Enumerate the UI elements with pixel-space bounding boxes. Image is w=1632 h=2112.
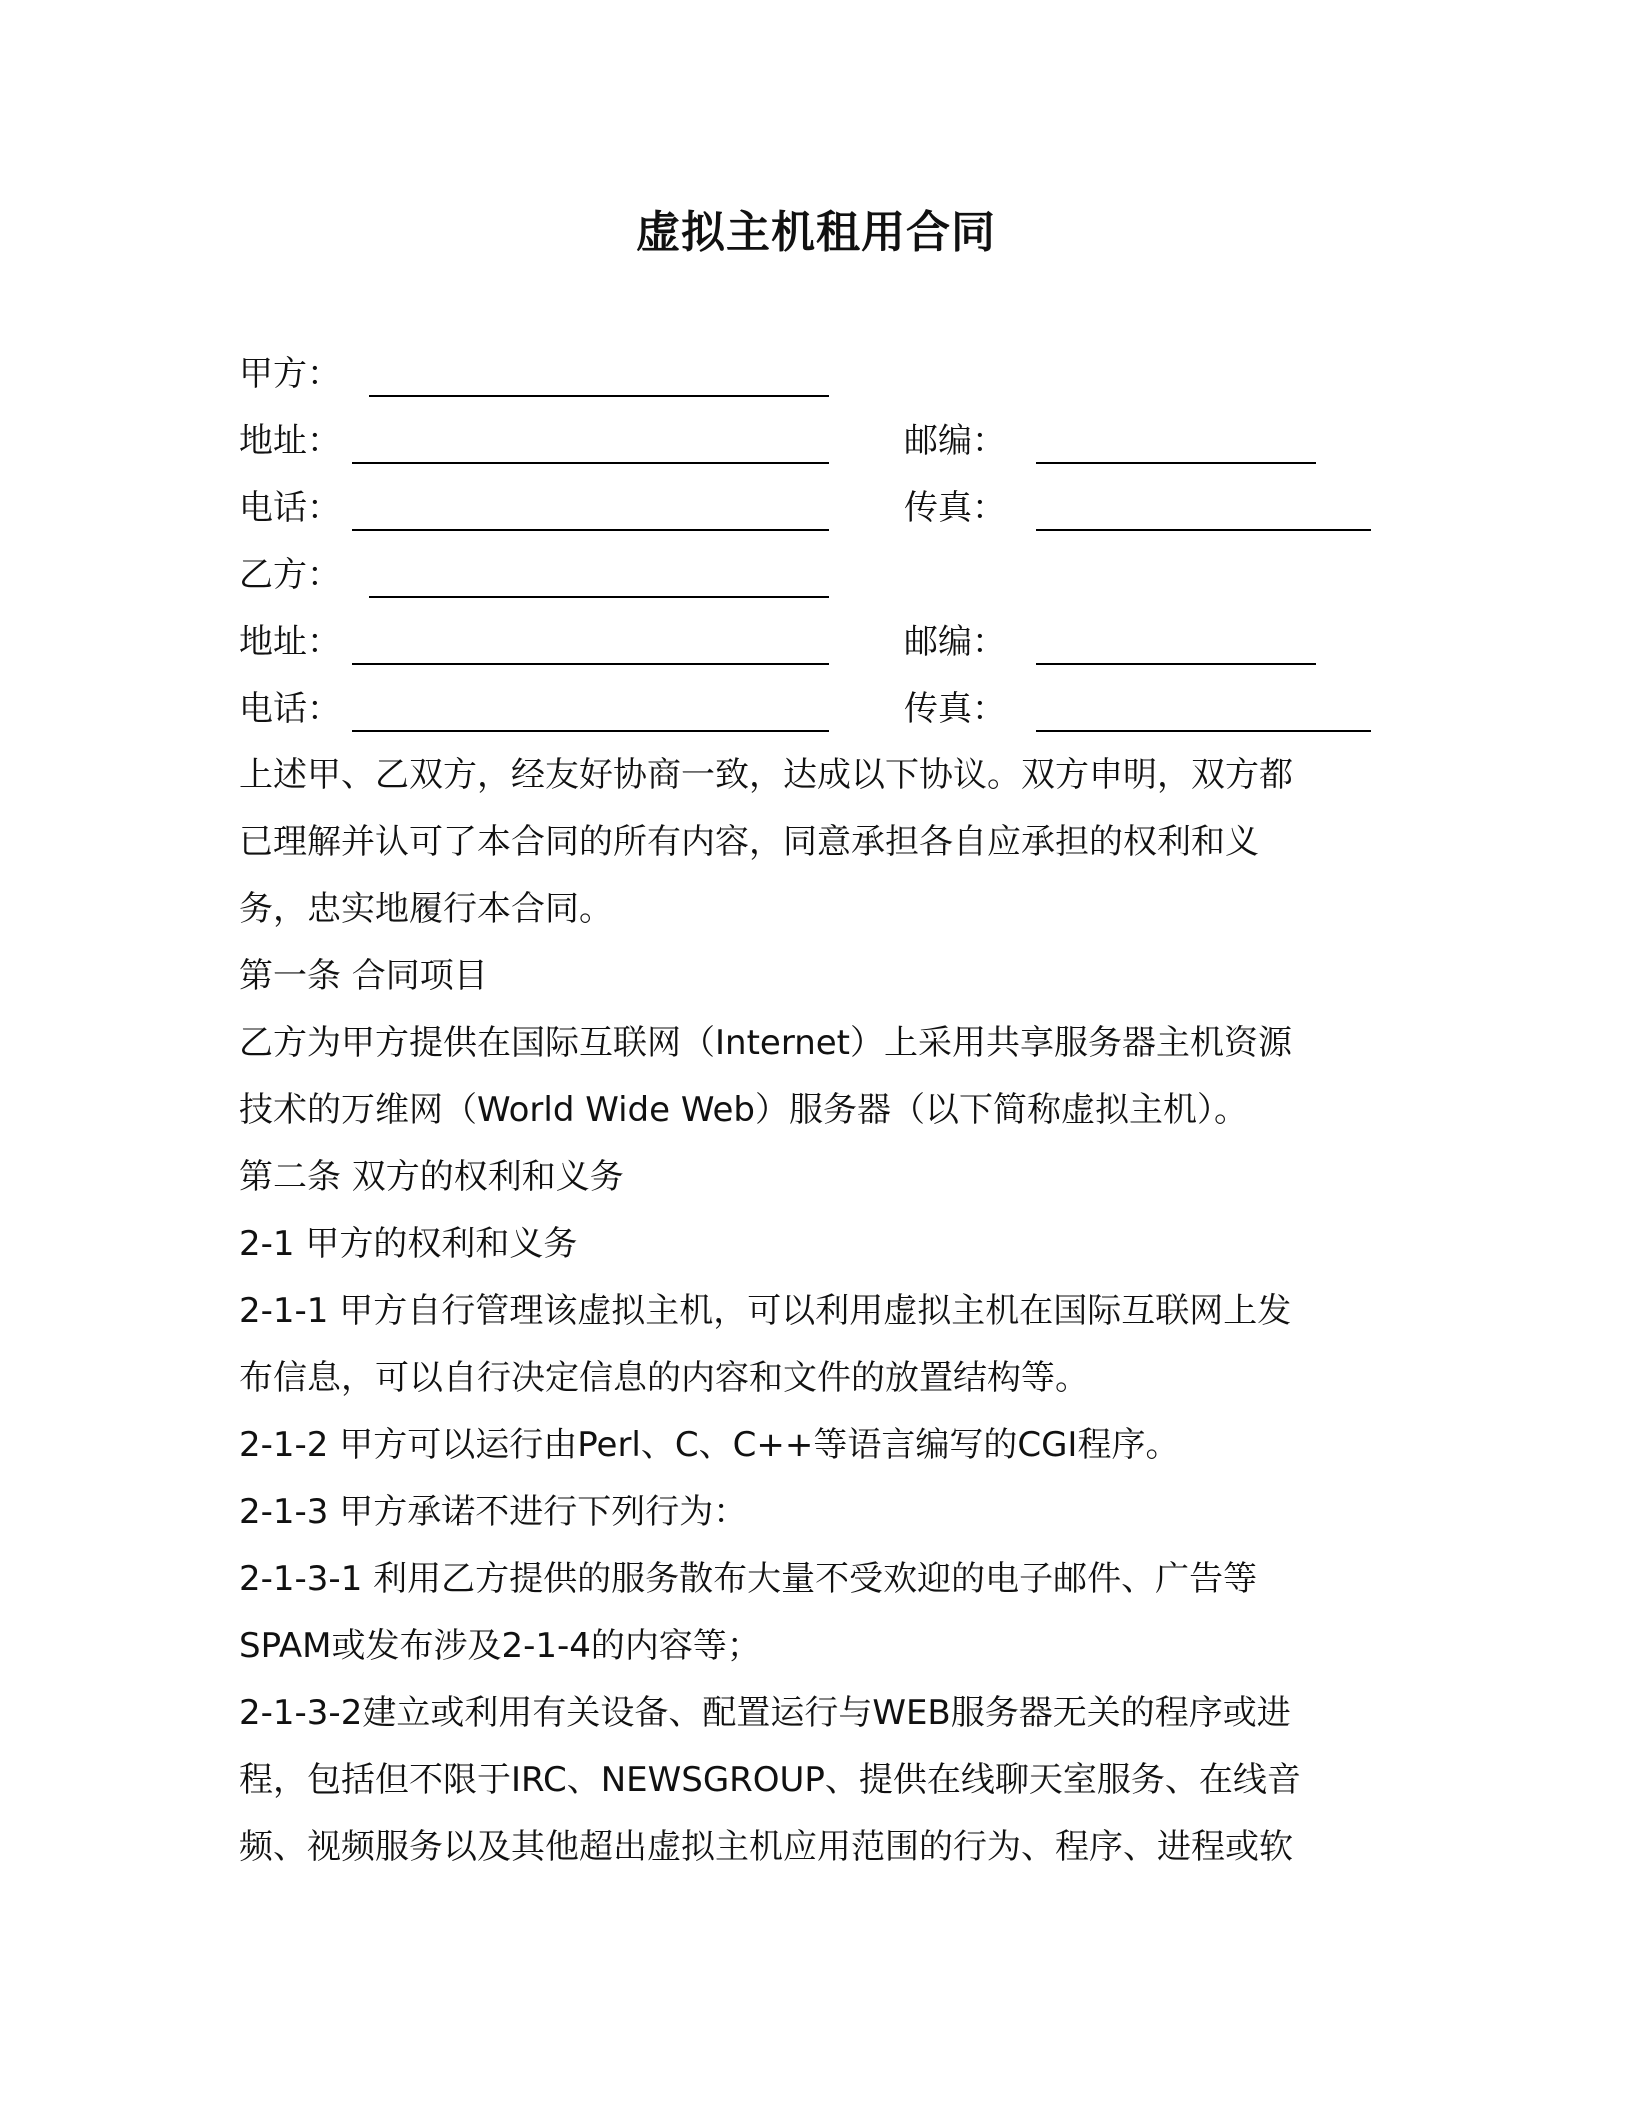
party-b-field[interactable] (369, 596, 829, 598)
zip-b-label: 邮编： (904, 622, 1006, 662)
zip-a-field[interactable] (1036, 462, 1316, 464)
phone-b-field[interactable] (352, 730, 829, 732)
phone-b-label: 电话： (239, 689, 341, 729)
zip-a-label: 邮编： (904, 421, 1006, 461)
body-line: 2-1-3-1 利用乙方提供的服务散布大量不受欢迎的电子邮件、广告等 (239, 1559, 1258, 1599)
body-line: 技术的万维网（World Wide Web）服务器（以下简称虚拟主机）。 (239, 1090, 1248, 1130)
fax-b-field[interactable] (1036, 730, 1371, 732)
body-line: SPAM或发布涉及2-1-4的内容等； (239, 1626, 761, 1666)
party-b-phone-row (239, 675, 1389, 742)
party-a-row (239, 340, 1389, 407)
document-title: 虚拟主机租用合同 (636, 207, 996, 258)
body-line: 2-1-1 甲方自行管理该虚拟主机，可以利用虚拟主机在国际互联网上发 (239, 1291, 1292, 1331)
contract-body (239, 742, 1389, 1881)
body-line: 务，忠实地履行本合同。 (239, 889, 613, 929)
zip-b-field[interactable] (1036, 663, 1316, 665)
body-line: 上述甲、乙双方，经友好协商一致，达成以下协议。双方申明，双方都 (239, 755, 1293, 795)
party-b-row (239, 541, 1389, 608)
party-a-address-row (239, 407, 1389, 474)
party-a-field[interactable] (369, 395, 829, 397)
body-line: 程，包括但不限于IRC、NEWSGROUP、提供在线聊天室服务、在线音 (239, 1760, 1301, 1800)
section-heading: 2-1 甲方的权利和义务 (239, 1224, 578, 1264)
party-a-label: 甲方： (239, 354, 341, 394)
party-info-form (239, 340, 1389, 742)
address-a-field[interactable] (352, 462, 829, 464)
party-a-phone-row (239, 474, 1389, 541)
body-line: 频、视频服务以及其他超出虚拟主机应用范围的行为、程序、进程或软 (239, 1827, 1293, 1867)
address-a-label: 地址： (239, 421, 341, 461)
body-line: 乙方为甲方提供在国际互联网（Internet）上采用共享服务器主机资源 (239, 1023, 1293, 1063)
body-line: 已理解并认可了本合同的所有内容，同意承担各自应承担的权利和义 (239, 822, 1259, 862)
body-line: 布信息，可以自行决定信息的内容和文件的放置结构等。 (239, 1358, 1089, 1398)
article-heading: 第二条 双方的权利和义务 (239, 1157, 624, 1197)
party-b-address-row (239, 608, 1389, 675)
fax-b-label: 传真： (904, 689, 1006, 729)
party-b-label: 乙方： (239, 555, 341, 595)
address-b-label: 地址： (239, 622, 341, 662)
fax-a-label: 传真： (904, 488, 1006, 528)
phone-a-label: 电话： (239, 488, 341, 528)
address-b-field[interactable] (352, 663, 829, 665)
body-line: 2-1-3-2建立或利用有关设备、配置运行与WEB服务器无关的程序或进 (239, 1693, 1291, 1733)
fax-a-field[interactable] (1036, 529, 1371, 531)
article-heading: 第一条 合同项目 (239, 956, 488, 996)
phone-a-field[interactable] (352, 529, 829, 531)
body-line: 2-1-2 甲方可以运行由Perl、C、C++等语言编写的CGI程序。 (239, 1425, 1180, 1465)
body-line: 2-1-3 甲方承诺不进行下列行为： (239, 1492, 748, 1532)
